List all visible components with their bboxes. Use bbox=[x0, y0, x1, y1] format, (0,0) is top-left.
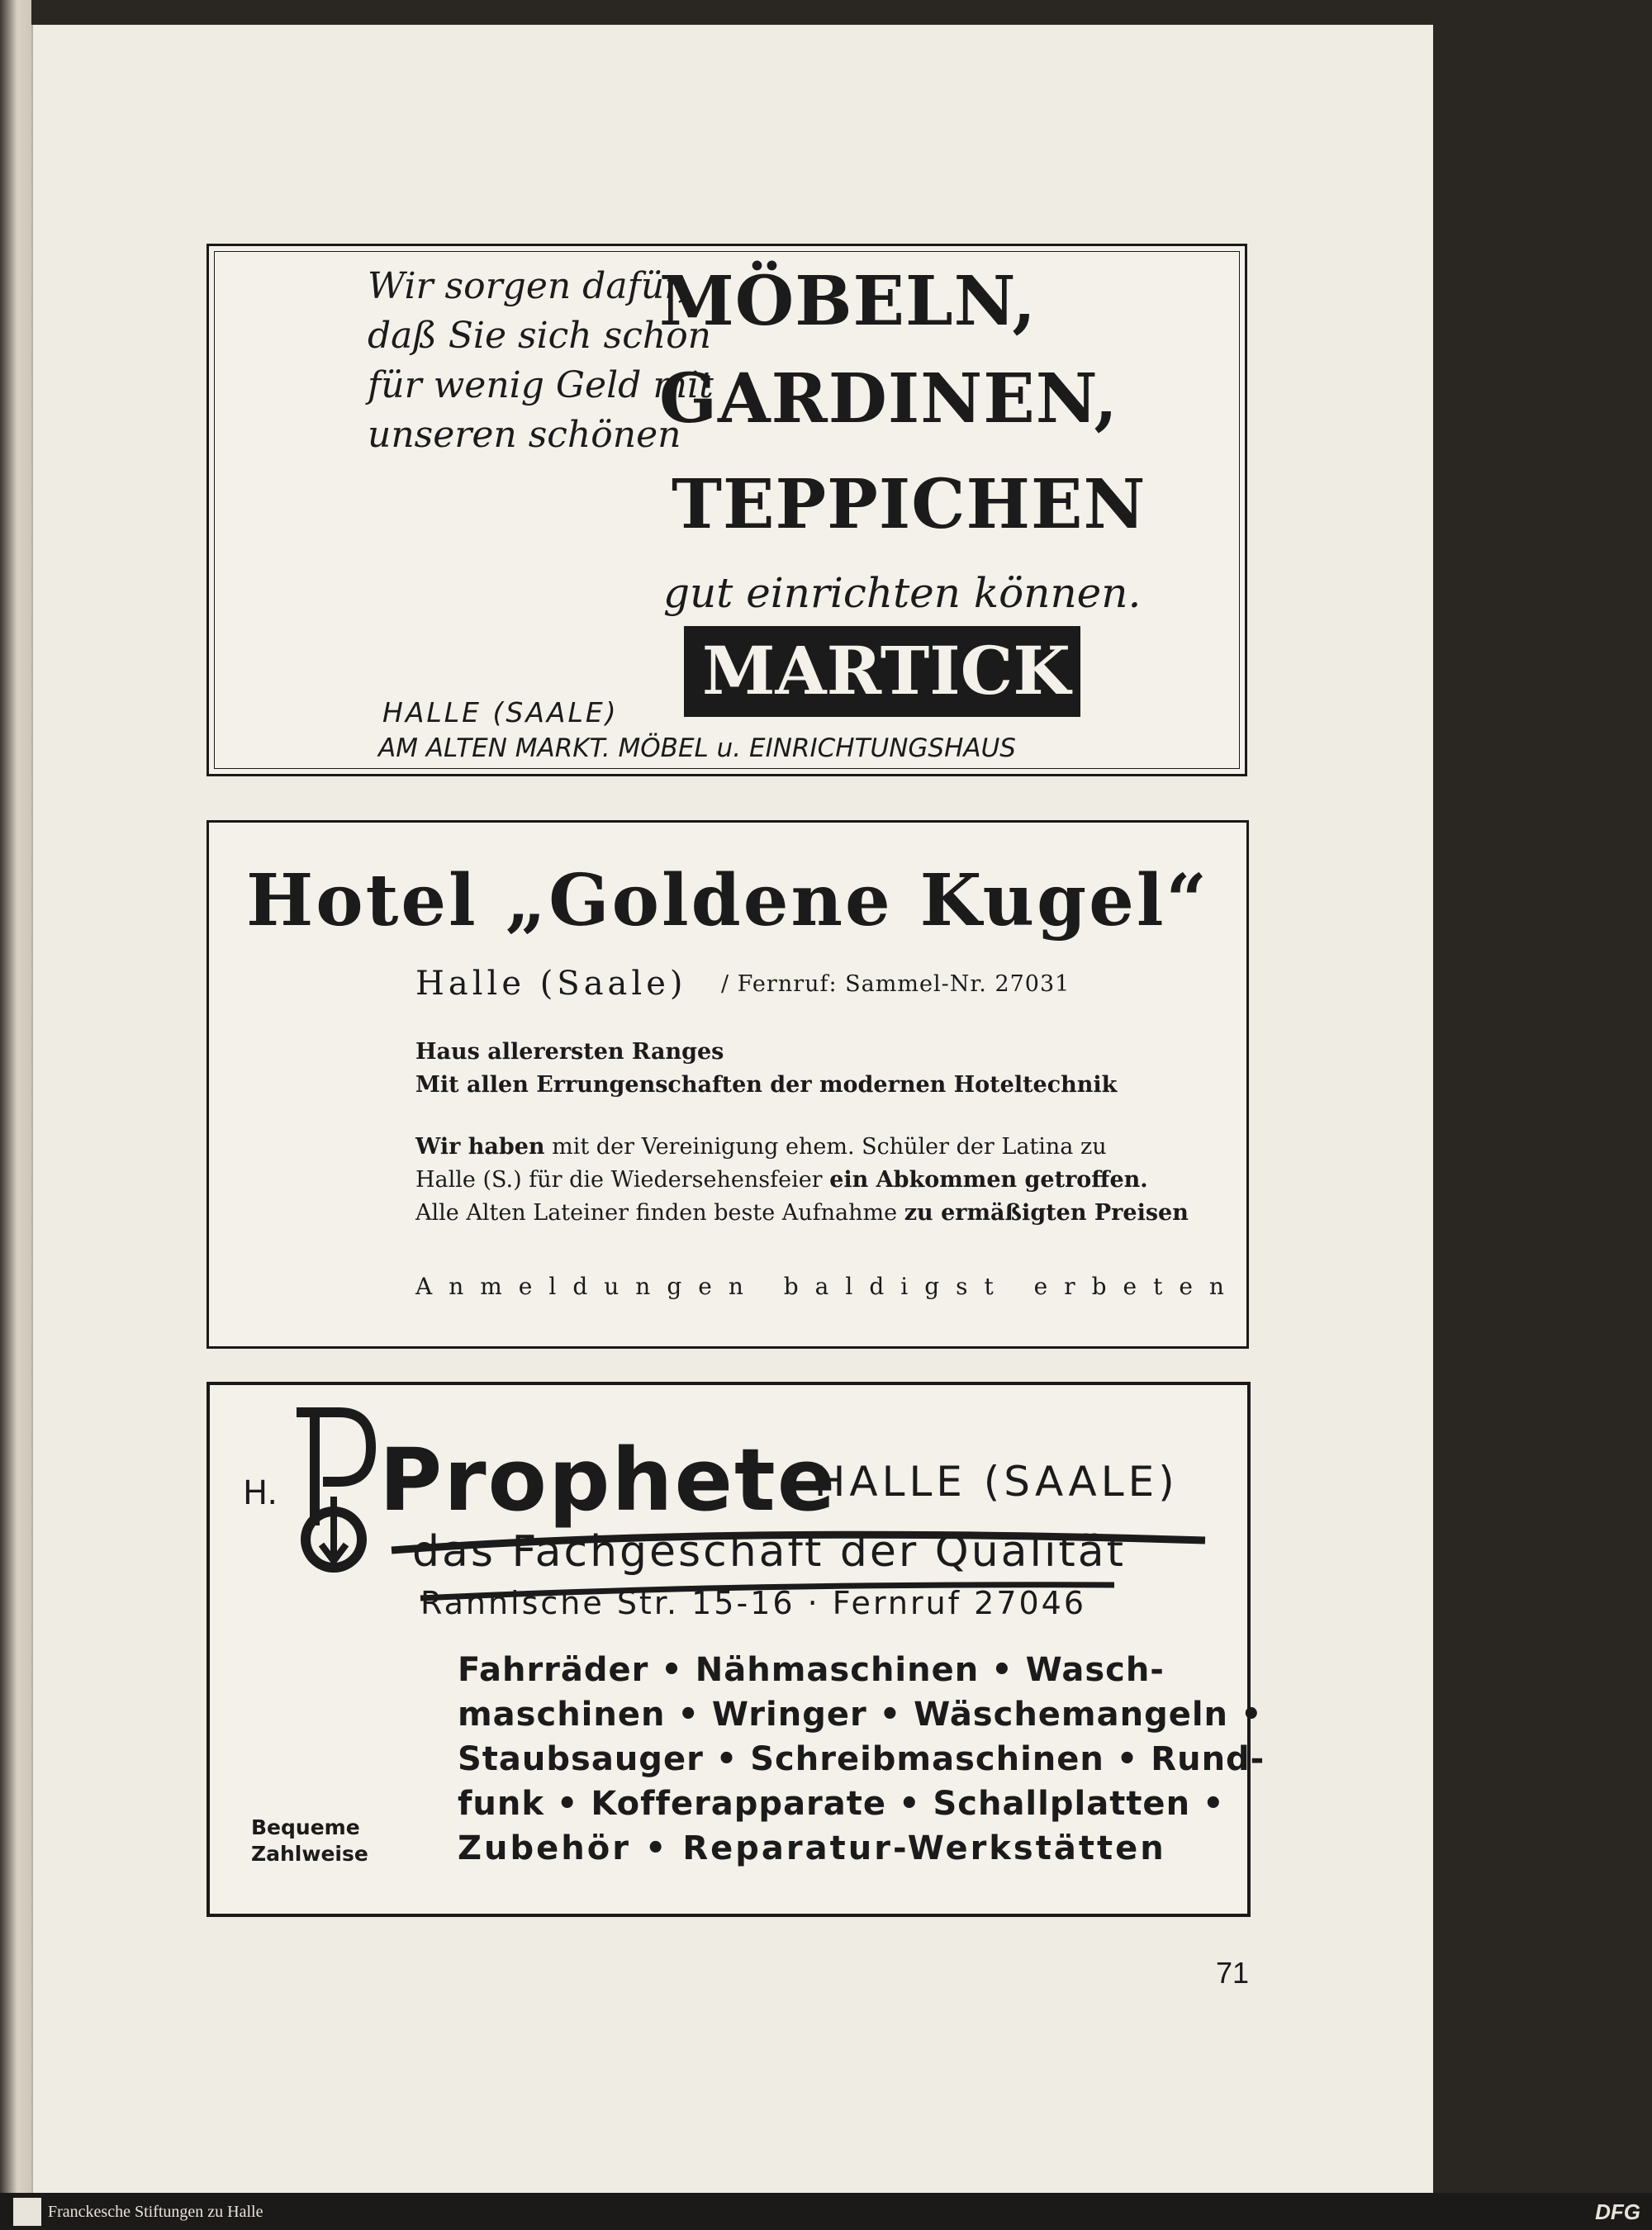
institution-label: Franckesche Stiftungen zu Halle bbox=[48, 2203, 263, 2221]
prophete-advertisement bbox=[206, 1382, 1265, 1917]
hotel-agreement-text: Halle (S.) für die Wiedersehensfeier bbox=[415, 1167, 823, 1193]
prophete-city: · HALLE (SAALE) bbox=[780, 1458, 1179, 1506]
hotel-agreement-emphasis: Wir haben bbox=[415, 1134, 545, 1160]
hotel-agreement-text: Alle Alten Lateiner finden beste Aufnahme bbox=[415, 1200, 898, 1226]
prophete-product-line: Zubehör • Reparatur-Werkstätten bbox=[458, 1829, 1166, 1867]
martick-product-gardinen: GARDINEN, bbox=[659, 359, 1118, 439]
martick-tagline: gut einrichten können. bbox=[663, 569, 1142, 617]
martick-city: HALLE (SAALE) bbox=[382, 696, 619, 728]
martick-script-line: daß Sie sich schon bbox=[368, 315, 712, 357]
prophete-slogan: das Fachgeschäft der Qualität bbox=[412, 1527, 1127, 1577]
hotel-agreement-emphasis: ein Abkommen getroffen. bbox=[829, 1167, 1148, 1193]
book-spine bbox=[0, 0, 31, 2193]
hotel-rank: Haus allerersten Ranges bbox=[415, 1039, 724, 1065]
martick-brand-block bbox=[684, 626, 1080, 717]
prophete-product-line: Fahrräder • Nähmaschinen • Wasch- bbox=[458, 1651, 1165, 1689]
hotel-registration: Anmeldungen baldigst erbeten bbox=[415, 1273, 1241, 1300]
hotel-title: Hotel „Goldene Kugel“ bbox=[246, 859, 1210, 942]
institution-logo-icon bbox=[13, 2198, 41, 2226]
martick-script-line: unseren schönen bbox=[368, 414, 681, 456]
martick-advertisement bbox=[206, 244, 1247, 776]
prophete-logo-p-icon bbox=[288, 1406, 379, 1575]
page-number: 71 bbox=[1216, 1956, 1250, 1990]
prophete-payment-line: Zahlweise bbox=[251, 1842, 368, 1866]
prophete-product-line: maschinen • Wringer • Wäschemangeln • bbox=[458, 1696, 1263, 1734]
book-page bbox=[31, 25, 1433, 2193]
martick-brand: MARTICK bbox=[702, 632, 1070, 709]
martick-script-line: für wenig Geld mit bbox=[368, 364, 714, 406]
hotel-modern: Mit allen Errungenschaften der modernen Hoteltechnik bbox=[415, 1072, 1118, 1098]
prophete-product-line: Staubsauger • Schreibmaschinen • Rund- bbox=[458, 1740, 1265, 1778]
prophete-payment-line: Bequeme bbox=[251, 1815, 360, 1839]
hotel-agreement-text: mit der Vereinigung ehem. Schüler der Latina zu bbox=[552, 1134, 1107, 1160]
hotel-advertisement bbox=[206, 820, 1249, 1349]
martick-address: AM ALTEN MARKT. MÖBEL u. EINRICHTUNGSHAUS bbox=[378, 733, 1016, 763]
hotel-agreement-emphasis: zu ermäßigten Preisen bbox=[904, 1200, 1189, 1226]
prophete-product-line: funk • Kofferapparate • Schallplatten • bbox=[458, 1785, 1225, 1823]
hotel-phone: / Fernruf: Sammel-Nr. 27031 bbox=[721, 971, 1070, 997]
hotel-city: Halle (Saale) bbox=[415, 965, 687, 1003]
hotel-agreement-line-1 bbox=[415, 1134, 1107, 1160]
martick-product-moebeln: MÖBELN, bbox=[659, 262, 1037, 341]
hotel-agreement-line-2 bbox=[415, 1167, 1148, 1193]
dfg-logo: DFG bbox=[1595, 2199, 1640, 2224]
martick-script-line: Wir sorgen dafür, bbox=[368, 265, 690, 307]
prophete-initial: H. bbox=[243, 1474, 278, 1512]
prophete-address: Rannische Str. 15-16 · Fernruf 27046 bbox=[420, 1585, 1087, 1621]
hotel-agreement-line-3 bbox=[415, 1200, 1189, 1226]
viewer-footer-bar bbox=[0, 2193, 1652, 2230]
prophete-brand: Prophete bbox=[379, 1430, 838, 1530]
martick-product-teppichen: TEPPICHEN bbox=[672, 465, 1146, 544]
